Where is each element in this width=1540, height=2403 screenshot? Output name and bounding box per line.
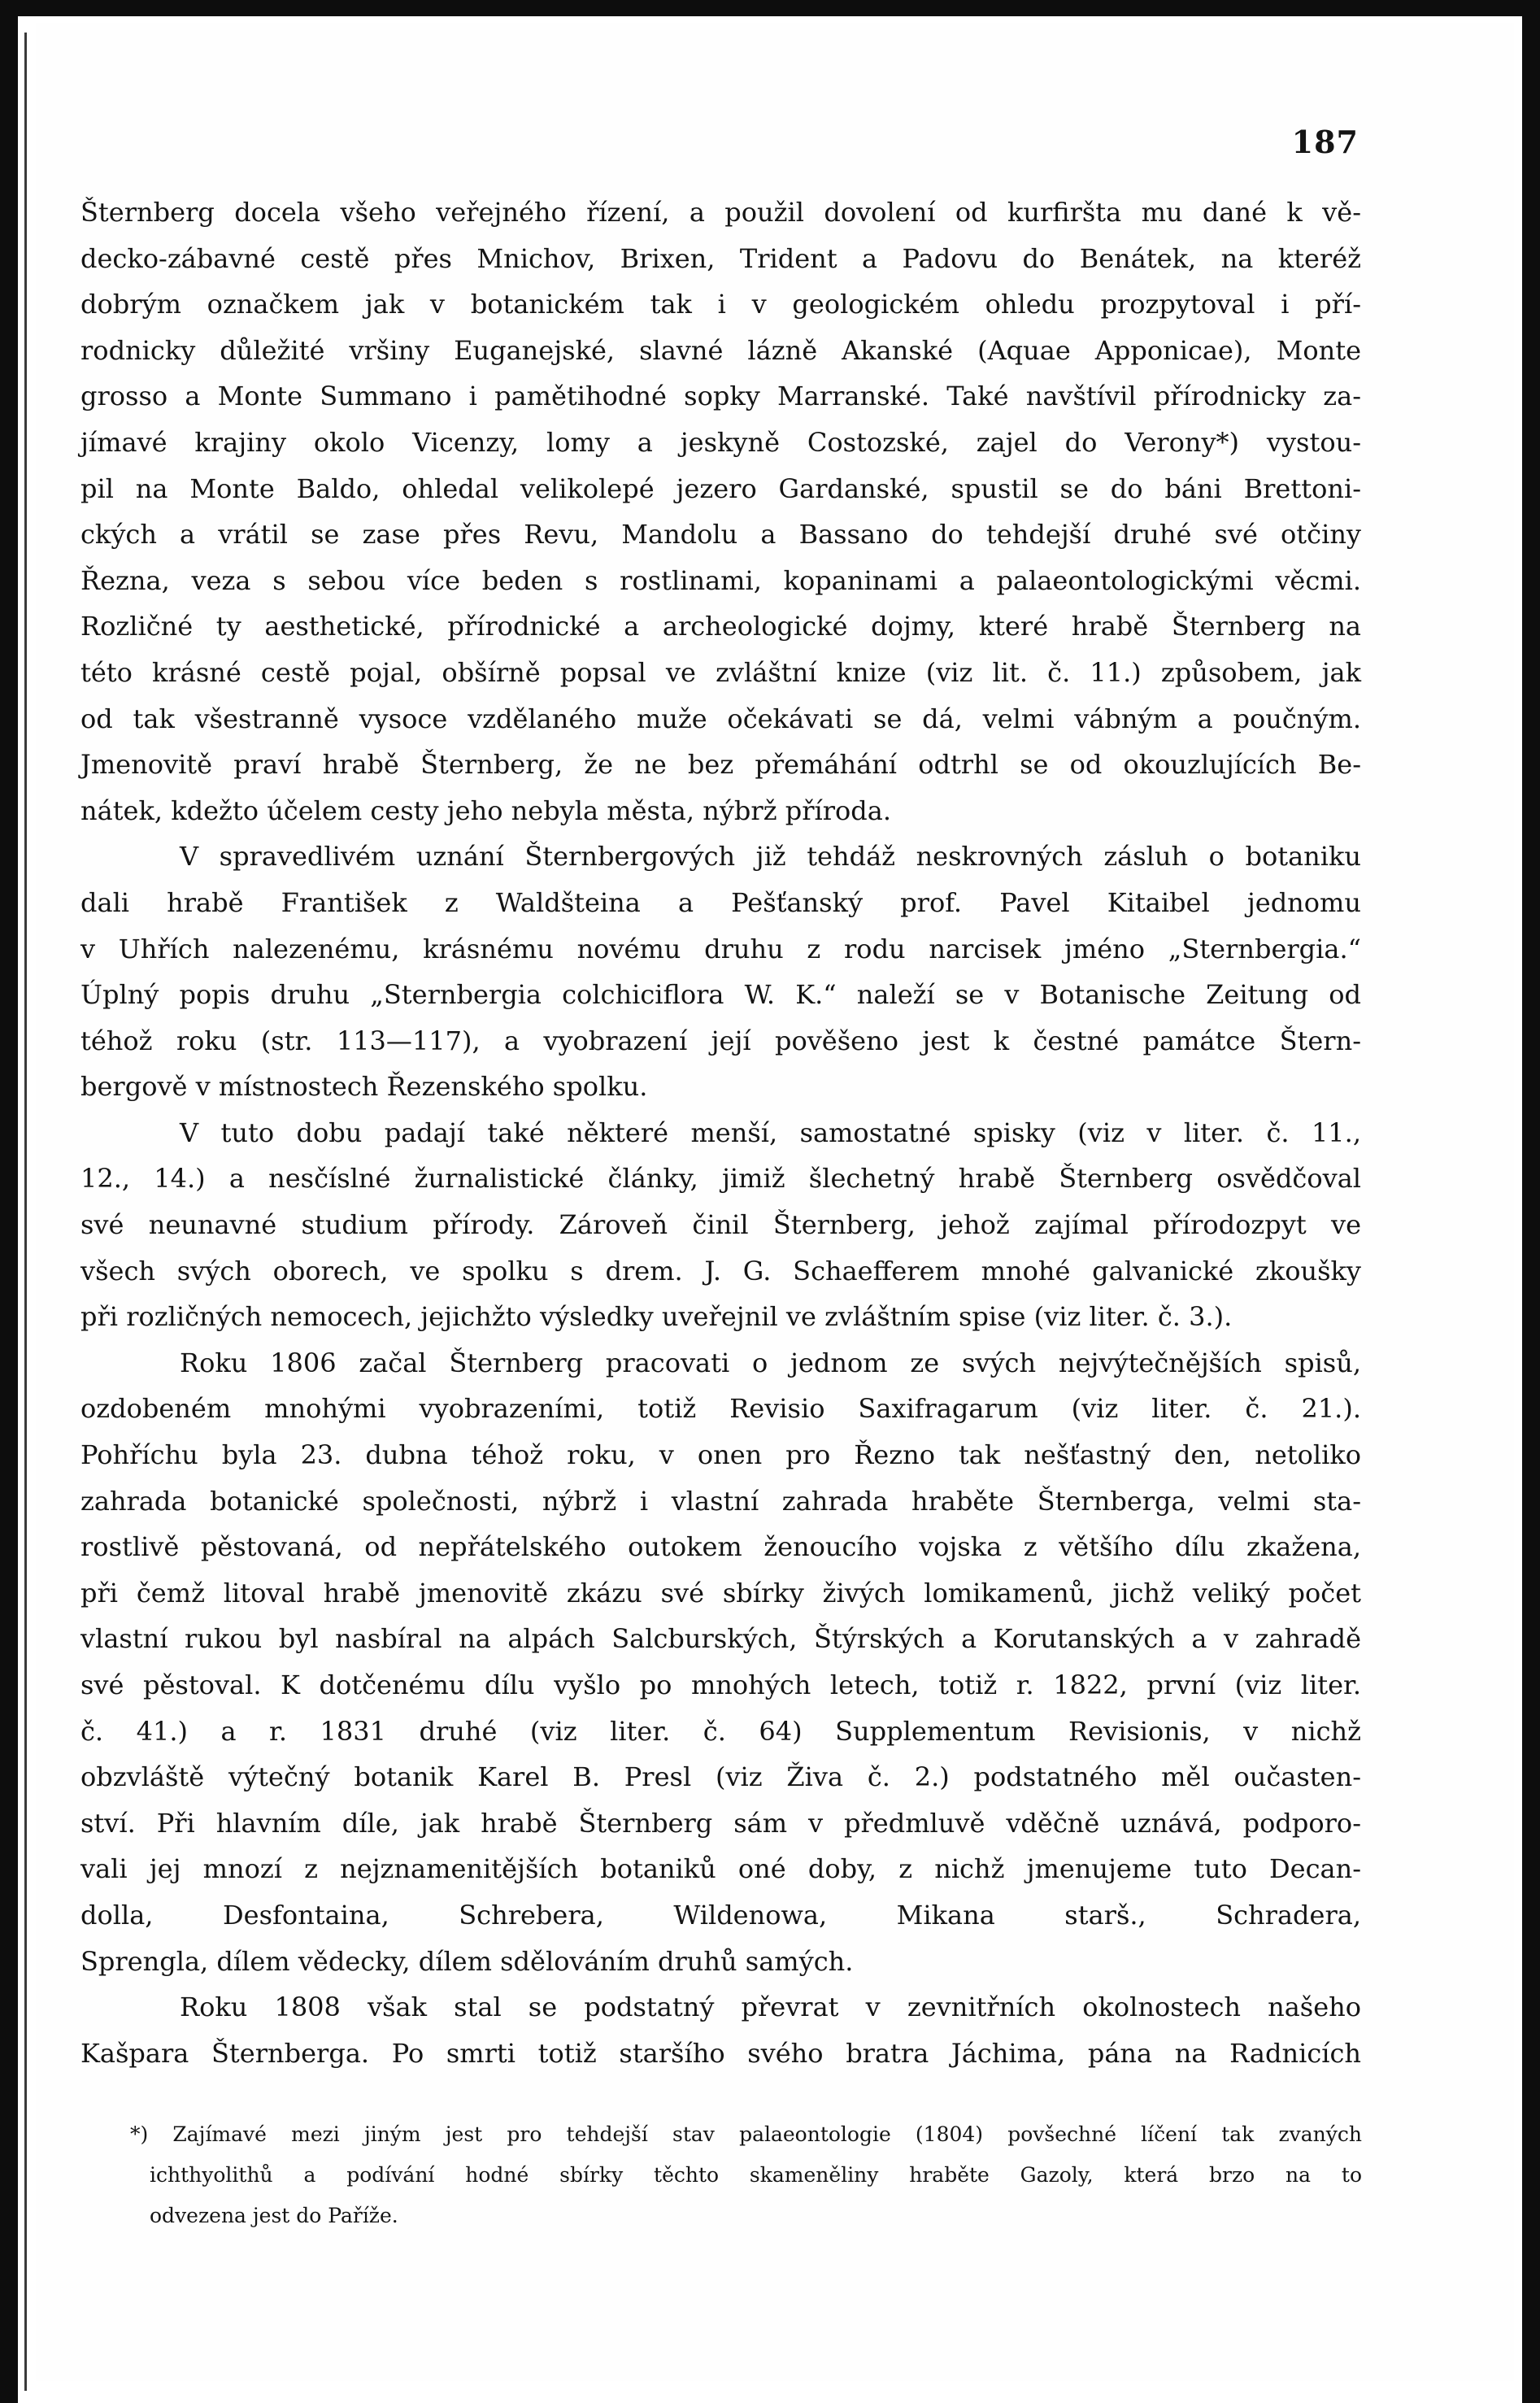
scan-border-left: [0, 0, 18, 2403]
text-line: ozdobeném mnohými vyobrazeními, totiž Revisio Saxifragarum (viz liter. č. 21.).: [80, 1393, 1361, 1425]
text-line: téhož roku (str. 113—117), a vyobrazení její pověšeno jest k čestné památce Štern-: [80, 1025, 1361, 1056]
text-line: všech svých oborech, ve spolku s drem. J. G. Schaefferem mnohé galvanické zkoušky: [80, 1255, 1361, 1286]
text-line: č. 41.) a r. 1831 druhé (viz liter. č. 64) Supplementum Revisionis, v nichž: [80, 1715, 1361, 1747]
footnote-line: *) Zajímavé mezi jiným jest pro tehdejší stav palaeontologie (1804) povšechné líčení tak zvaných: [130, 2122, 1362, 2146]
footnote: [130, 2114, 1362, 2236]
text-line: decko-zábavné cestě přes Mnichov, Brixen, Trident a Padovu do Benátek, na kteréž: [80, 242, 1361, 274]
text-line: 12., 14.) a nesčíslné žurnalistické články, jimiž šlechetný hrabě Šternberg osvědčoval: [80, 1163, 1361, 1195]
text-line: grosso a Monte Summano i pamětihodné sopky Marranské. Také navštívil přírodnicky za-: [80, 381, 1361, 412]
text-line: vali jej mnozí z nejznamenitějších botaniků oné doby, z nichž jmenujeme tuto Decan-: [80, 1853, 1361, 1885]
text-line: od tak všestranně vysoce vzdělaného muže očekávati se dá, velmi vábným a poučným.: [80, 703, 1361, 734]
text-line: obzvláště výtečný botanik Karel B. Presl (viz Živa č. 2.) podstatného měl oučasten-: [80, 1761, 1361, 1793]
text-line: dolla, Desfontaina, Schrebera, Wildenowa, Mikana starš., Schradera,: [80, 1899, 1361, 1931]
text-line: Jmenovitě praví hrabě Šternberg, že ne bez přemáhání odtrhl se od okouzlujících Be-: [80, 749, 1361, 781]
text-line: při rozličných nemocech, jejichžto výsledky uveřejnil ve zvláštním spise (viz liter. č. 3.).: [80, 1301, 1233, 1333]
text-line: dali hrabě František z Waldšteina a Pešťanský prof. Pavel Kitaibel jednomu: [80, 886, 1361, 918]
text-line: rodnicky důležité vršiny Euganejské, slavné lázně Akanské (Aquae Apponicae), Monte: [80, 334, 1361, 366]
text-line: bergově v místnostech Řezenského spolku.: [80, 1071, 648, 1103]
text-line: vlastní rukou byl nasbíral na alpách Salcburských, Štýrských a Korutanských a v zahradě: [80, 1623, 1361, 1655]
text-line: rostlivě pěstovaná, od nepřátelského outokem ženoucího vojska z většího dílu zkažena,: [80, 1531, 1361, 1563]
text-line: Řezna, veza s sebou více beden s rostlinami, kopaninami a palaeontologickými věcmi.: [80, 564, 1361, 596]
text-line: jímavé krajiny okolo Vicenzy, lomy a jeskyně Costozské, zajel do Verony*) vystou-: [80, 426, 1361, 458]
text-line: své pěstoval. K dotčenému dílu vyšlo po mnohých letech, totiž r. 1822, první (viz liter.: [80, 1669, 1361, 1700]
text-line: Rozličné ty aesthetické, přírodnické a archeologické dojmy, které hrabě Šternberg na: [80, 611, 1361, 642]
text-line: ství. Při hlavním díle, jak hrabě Šternberg sám v předmluvě vděčně uznává, podporo-: [80, 1807, 1361, 1839]
text-line: této krásné cestě pojal, obšírně popsal ve zvláštní knize (viz lit. č. 11.) způsobem, jak: [80, 656, 1361, 688]
text-line: zahrada botanické společnosti, nýbrž i vlastní zahrada hraběte Šternberga, velmi sta-: [80, 1485, 1361, 1517]
text-line: v Uhřích nalezenému, krásnému novému druhu z rodu narcisek jméno „Sternbergia.“: [80, 933, 1361, 964]
text-line: Šternberg docela všeho veřejného řízení, a použil dovolení od kurfiršta mu dané k vě-: [80, 197, 1361, 228]
page-number: 187: [1291, 124, 1359, 160]
scan-border-right: [1522, 0, 1540, 2403]
text-line: při čemž litoval hrabě jmenovitě zkázu své sbírky živých lomikamenů, jichž veliký počet: [80, 1577, 1361, 1609]
text-line: ckých a vrátil se zase přes Revu, Mandolu a Bassano do tehdejší druhé své otčiny: [80, 519, 1361, 551]
text-line: nátek, kdežto účelem cesty jeho nebyla města, nýbrž příroda.: [80, 794, 892, 826]
footnote-line: ichthyolithů a podívání hodné sbírky těchto skameněliny hraběte Gazoly, která brzo na to: [150, 2163, 1362, 2187]
footnote-line: odvezena jest do Paříže.: [150, 2204, 398, 2227]
scan-border-top: [0, 0, 1540, 16]
text-line: Úplný popis druhu „Sternbergia colchiciflora W. K.“ naleží se v Botanische Zeitung od: [80, 979, 1361, 1011]
text-line: pil na Monte Baldo, ohledal velikolepé jezero Gardanské, spustil se do báni Brettoni-: [80, 472, 1361, 504]
text-line: Roku 1806 začal Šternberg pracovati o jednom ze svých nejvýtečnějších spisů,: [180, 1347, 1361, 1378]
text-line: V spravedlivém uznání Šternbergových již tehdáž neskrovných zásluh o botaniku: [180, 841, 1361, 873]
text-line: dobrým označkem jak v botanickém tak i v geologickém ohledu prozpytoval i pří-: [80, 289, 1361, 320]
body-text: [80, 189, 1361, 2076]
text-line: Sprengla, dílem vědecky, dílem sdělováním druhů samých.: [80, 1945, 854, 1977]
text-line: Roku 1808 však stal se podstatný převrat v zevnitřních okolnostech našeho: [180, 1992, 1361, 2023]
text-line: své neunavné studium přírody. Zároveň činil Šternberg, jehož zajímal přírodozpyt ve: [80, 1209, 1361, 1241]
text-line: V tuto dobu padají také některé menší, samostatné spisky (viz v liter. č. 11.,: [180, 1117, 1361, 1148]
scan-binding-shadow: [24, 33, 27, 2391]
text-line: Kašpara Šternberga. Po smrti totiž staršího svého bratra Jáchima, pána na Radnicích: [80, 2037, 1361, 2069]
text-line: Pohříchu byla 23. dubna téhož roku, v onen pro Řezno tak nešťastný den, netoliko: [80, 1439, 1361, 1471]
